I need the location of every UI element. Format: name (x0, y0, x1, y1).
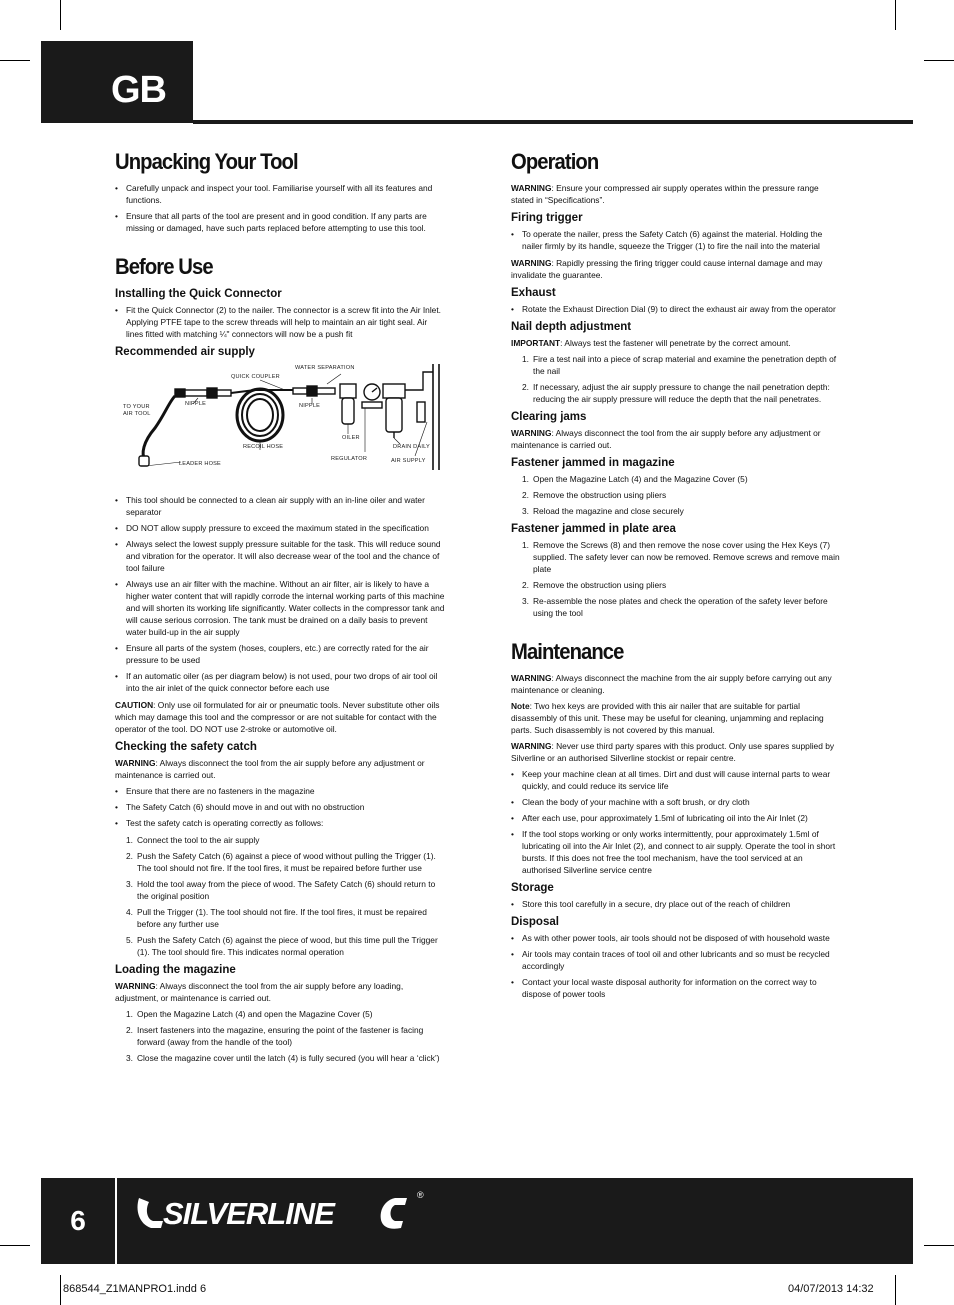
label-regulator: REGULATOR (331, 456, 368, 462)
list-item: • After each use, pour approximately 1.5ml of lubricating oil into the Air Inlet (2) (511, 812, 841, 824)
air-supply-list (115, 494, 445, 694)
header-rule (193, 120, 913, 124)
crop-mark (60, 1275, 61, 1305)
list-item: 1. Open the Magazine Latch (4) and open the Magazine Cover (5) (126, 1009, 373, 1019)
crop-mark (0, 1245, 30, 1246)
list-item: • If an automatic oiler (as per diagram below) is not used, pour two drops of air tool oil into the air inlet of the quick connector before each use (115, 670, 445, 694)
warning-label: WARNING (511, 428, 552, 438)
list-item: 3. Hold the tool away from the piece of wood. The Safety Catch (6) should return to the original position (126, 879, 436, 901)
safety-catch-warning (115, 757, 445, 781)
list-item: • Ensure that all parts of the tool are present and in good condition. If any parts are missing or damaged, have such parts replaced before attempting to use this tool. (115, 210, 445, 234)
disposal-list (511, 932, 841, 1000)
maintenance-warning (511, 672, 841, 696)
list-item: 2. Remove the obstruction using pliers (522, 580, 667, 590)
list-item: • Fit the Quick Connector (2) to the nailer. The connector is a screw fit into the Air Inlet. Applying PTFE tape to the screw threads will help to maintain an air tight seal. Air lines fitted with matching ¼" connectors will now be a push fit (115, 304, 445, 340)
list-item: • Always use an air filter with the machine. Without an air filter, air is likely to have a higher water content that will rapidly corrode the internal working parts of this machine and will shorten its working life significantly. Water collects in the compressor tank and will cause serious corrosion. The tank must be drained on a daily basis to prevent water build-up in the air supply (115, 578, 445, 638)
list-item: • Clean the body of your machine with a soft brush, or dry cloth (511, 796, 841, 808)
caution-paragraph (115, 699, 445, 735)
list-item: 3. Re-assemble the nose plates and check the operation of the safety lever before using the tool (522, 596, 828, 618)
label-leader-hose: LEADER HOSE (179, 461, 221, 467)
crop-mark (60, 0, 61, 30)
warning-text: : Always disconnect the tool from the air supply before any adjustment or maintenance is carried out. (115, 758, 425, 780)
important-text: : Always test the fastener will penetrate by the correct amount. (560, 338, 791, 348)
list-item: • DO NOT allow supply pressure to exceed the maximum stated in the specification (115, 522, 445, 534)
crop-mark (895, 0, 896, 30)
warning-label: WARNING (511, 258, 552, 268)
warning-text: : Always disconnect the tool from the air supply before any loading, adjustment, or maintenance is carried out. (115, 981, 404, 1003)
language-tab (41, 41, 193, 123)
firing-trigger-heading: Firing trigger (511, 212, 583, 224)
firing-warning (511, 257, 841, 281)
air-supply-diagram (115, 362, 445, 480)
caution-label: CAUTION (115, 700, 154, 710)
label-oiler: OILER (342, 435, 360, 441)
unpacking-list (115, 182, 445, 234)
maintenance-title: Maintenance (511, 639, 624, 664)
warning-text: : Always disconnect the tool from the air supply before any adjustment or maintenance is carried out. (511, 428, 821, 450)
nail-depth-steps (511, 353, 841, 405)
crop-mark (0, 60, 30, 61)
jams-warning (511, 427, 841, 451)
list-item: 2. If necessary, adjust the air supply pressure to change the nail penetration depth: reducing the air supply pressure will reduce the depth that the nail penetrates. (522, 382, 830, 404)
list-item: 1. Connect the tool to the air supply (126, 835, 260, 845)
list-item: • Test the safety catch is operating correctly as follows: (115, 817, 445, 829)
list-item: • Always select the lowest supply pressure suitable for the task. This will reduce sound and vibration for the operator. It will also decrease wear of the tool and the chance of tool failure (115, 538, 445, 574)
list-item: 3. Close the magazine cover until the latch (4) is fully secured (you will hear a ‘click’) (126, 1053, 440, 1063)
safety-catch-list (115, 785, 445, 829)
right-column (511, 148, 841, 1005)
crop-mark (924, 1245, 954, 1246)
warning-label: WARNING (511, 673, 552, 683)
storage-heading: Storage (511, 882, 554, 894)
warning-text: : Never use third party spares with this product. Only use spares supplied by Silverline or an authorised Silverline stockist or repair centre. (511, 741, 835, 763)
label-air-supply: AIR SUPPLY (391, 458, 426, 464)
list-item: 1. Open the Magazine Latch (4) and the Magazine Cover (5) (522, 474, 748, 484)
list-item: • As with other power tools, air tools should not be disposed of with household waste (511, 932, 841, 944)
maintenance-note (511, 700, 841, 736)
important-label: IMPORTANT (511, 338, 561, 348)
label-quick-coupler: QUICK COUPLER (231, 374, 280, 380)
warning-text: : Ensure your compressed air supply operates within the pressure range stated in “Specifications”. (511, 183, 819, 205)
page-number: 6 (70, 1205, 86, 1236)
warning-text: : Always disconnect the machine from the air supply before carrying out any maintenance or cleaning. (511, 673, 832, 695)
maintenance-spares-warning (511, 740, 841, 764)
label-nipple-right: NIPPLE (299, 403, 321, 409)
jam-plate-steps (511, 539, 841, 619)
maintenance-list (511, 768, 841, 876)
nail-depth-important (511, 337, 841, 349)
label-nipple-left: NIPPLE (185, 401, 207, 407)
warning-text: : Rapidly pressing the firing trigger could cause internal damage and may invalidate the guarantee. (511, 258, 823, 280)
list-item: • To operate the nailer, press the Safety Catch (6) against the material. Holding the nailer firmly by its handle, squeeze the Trigger (1) to fire the nail into the material (511, 228, 841, 252)
label-to-your-air-tool: TO YOUR AIR TOOL (123, 404, 151, 417)
list-item: 3. Reload the magazine and close securely (522, 506, 684, 516)
note-label: Note (511, 701, 530, 711)
note-text: : Two hex keys are provided with this air nailer that are suitable for partial disassembly of this unit. These may be useful for cleaning, unjamming and replacing parts. Such disassembly is not covered by this manual. (511, 701, 824, 735)
list-item: • This tool should be connected to a clean air supply with an in-line oiler and water separator (115, 494, 445, 518)
jam-magazine-heading: Fastener jammed in magazine (511, 457, 675, 469)
quick-connector-list (115, 304, 445, 340)
left-column (115, 148, 445, 1069)
brand-wordmark: SILVERLINE (163, 1196, 334, 1231)
exhaust-heading: Exhaust (511, 287, 556, 299)
loading-steps (115, 1008, 445, 1064)
list-item: • Air tools may contain traces of tool oil and other lubricants and so must be recycled accordingly (511, 948, 841, 972)
list-item: • Carefully unpack and inspect your tool. Familiarise yourself with all its features and functions. (115, 182, 445, 206)
unpacking-title: Unpacking Your Tool (115, 149, 298, 174)
registered-mark: ® (417, 1190, 424, 1200)
label-recoil-hose: RECOIL HOSE (243, 444, 284, 450)
crop-mark (924, 60, 954, 61)
list-item: 4. Pull the Trigger (1). The tool should not fire. If the tool fires, it must be repaired before any further use (126, 907, 427, 929)
footer-divider (115, 1178, 117, 1264)
firing-list (511, 228, 841, 252)
list-item: • If the tool stops working or only works intermittently, pour approximately 1.5ml of lubricating oil into the Air Inlet (2), and connect to air supply. Operate the tool in short bursts. If this does not free the tool mechanism, have the tool serviced at an authorised Silverline service centre (511, 828, 841, 876)
crop-mark (895, 1275, 896, 1305)
loading-heading: Loading the magazine (115, 964, 236, 976)
warning-label: WARNING (511, 741, 552, 751)
list-item: • Keep your machine clean at all times. Dirt and dust will cause internal parts to wear quickly, and could reduce its service life (511, 768, 841, 792)
warning-label: WARNING (115, 981, 156, 991)
warning-label: WARNING (115, 758, 156, 768)
quick-connector-heading: Installing the Quick Connector (115, 288, 282, 300)
label-drain-daily: DRAIN DAILY (393, 444, 430, 450)
language-code: GB (111, 69, 166, 111)
list-item: 2. Remove the obstruction using pliers (522, 490, 667, 500)
disposal-heading: Disposal (511, 916, 559, 928)
label-water-separation: WATER SEPARATION (295, 365, 355, 371)
clearing-jams-heading: Clearing jams (511, 411, 587, 423)
jam-plate-heading: Fastener jammed in plate area (511, 523, 676, 535)
nail-depth-heading: Nail depth adjustment (511, 321, 632, 333)
before-use-title: Before Use (115, 254, 213, 279)
print-datetime: 04/07/2013 14:32 (788, 1283, 874, 1295)
list-item: • Ensure that there are no fasteners in the magazine (115, 785, 445, 797)
safety-catch-heading: Checking the safety catch (115, 741, 257, 753)
file-slug: 868544_Z1MANPRO1.indd 6 (63, 1283, 207, 1295)
caution-text: : Only use oil formulated for air or pneumatic tools. Never substitute other oils which may damage this tool and the compressor or are not suitable for contact with the operator of the tool. DO NOT use 2-stroke or automotive oil. (115, 700, 440, 734)
list-item: 1. Remove the Screws (8) and then remove the nose cover using the Hex Keys (7) supplied. The safety lever can now be removed. Remove screws and remove main plate (522, 540, 840, 574)
warning-label: WARNING (511, 183, 552, 193)
list-item: • Store this tool carefully in a secure, dry place out of the reach of children (511, 898, 841, 910)
storage-list (511, 898, 841, 910)
list-item: • Contact your local waste disposal authority for information on the correct way to dispose of power tools (511, 976, 841, 1000)
list-item: 2. Insert fasteners into the magazine, ensuring the point of the fastener is facing forward (away from the handle of the tool) (126, 1025, 424, 1047)
list-item: • The Safety Catch (6) should move in and out with no obstruction (115, 801, 445, 813)
loading-warning (115, 980, 445, 1004)
air-supply-heading: Recommended air supply (115, 346, 255, 358)
list-item: • Ensure all parts of the system (hoses, couplers, etc.) are correctly rated for the air pressure to be used (115, 642, 445, 666)
exhaust-list (511, 303, 841, 315)
list-item: 5. Push the Safety Catch (6) against the piece of wood, but this time pull the Trigger (1). The tool should fire. This indicates normal operation (126, 935, 438, 957)
list-item: 1. Fire a test nail into a piece of scrap material and examine the penetration depth of the nail (522, 354, 837, 376)
operation-title: Operation (511, 149, 599, 174)
operation-warning (511, 182, 841, 206)
jam-magazine-steps (511, 473, 841, 517)
list-item: • Rotate the Exhaust Direction Dial (9) to direct the exhaust air away from the operator (511, 303, 841, 315)
list-item: 2. Push the Safety Catch (6) against a piece of wood without pulling the Trigger (1). The tool should not fire. If the tool fires, it must be repaired before further use (126, 851, 436, 873)
safety-catch-steps (115, 834, 445, 958)
silverline-logo (133, 1188, 433, 1238)
